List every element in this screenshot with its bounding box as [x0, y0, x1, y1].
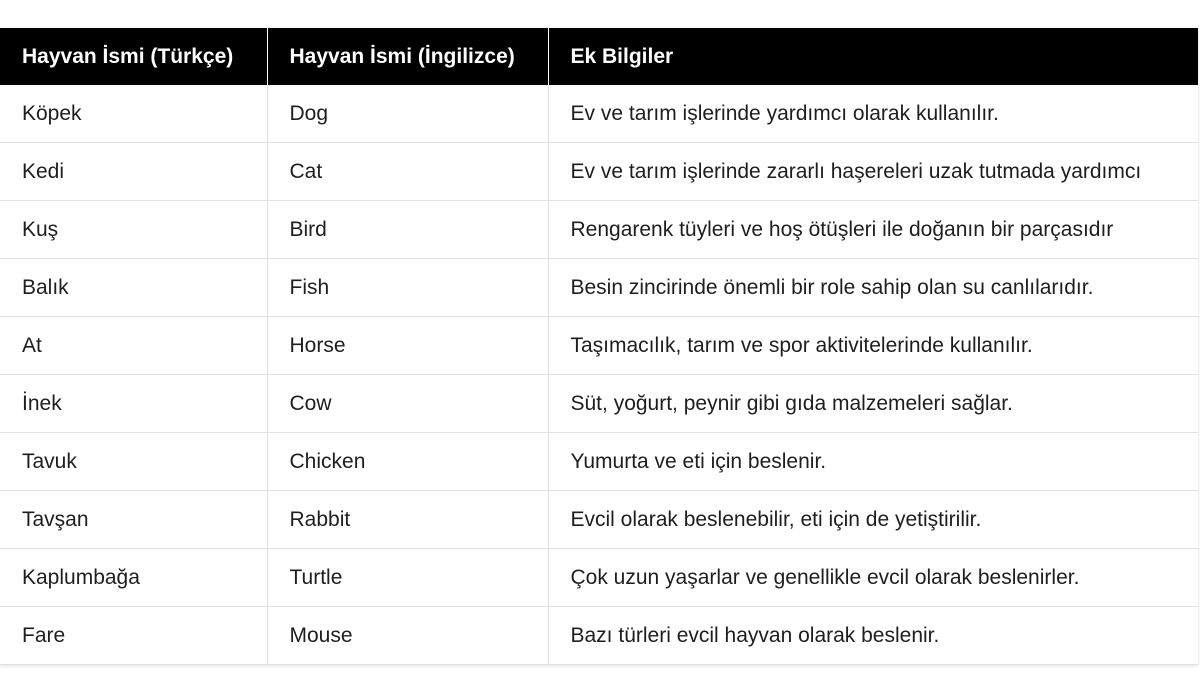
header-turkish-name: Hayvan İsmi (Türkçe) — [0, 28, 267, 85]
cell-turkish-name: Kuş — [0, 201, 267, 259]
cell-english-name: Mouse — [267, 607, 548, 665]
cell-english-name: Chicken — [267, 433, 548, 491]
cell-turkish-name: At — [0, 317, 267, 375]
table-header — [0, 28, 1198, 85]
cell-extra-info: Çok uzun yaşarlar ve genellikle evcil olarak beslenirler. — [548, 549, 1198, 607]
table-row — [0, 259, 1198, 317]
cell-extra-info: Ev ve tarım işlerinde yardımcı olarak kullanılır. — [548, 85, 1198, 143]
cell-turkish-name: İnek — [0, 375, 267, 433]
cell-turkish-name: Fare — [0, 607, 267, 665]
table-row — [0, 607, 1198, 665]
table-row — [0, 549, 1198, 607]
cell-english-name: Horse — [267, 317, 548, 375]
animal-table-container — [0, 28, 1198, 665]
cell-english-name: Cow — [267, 375, 548, 433]
cell-english-name: Rabbit — [267, 491, 548, 549]
cell-extra-info: Evcil olarak beslenebilir, eti için de yetiştirilir. — [548, 491, 1198, 549]
table-row — [0, 143, 1198, 201]
cell-english-name: Turtle — [267, 549, 548, 607]
cell-english-name: Cat — [267, 143, 548, 201]
table-row — [0, 433, 1198, 491]
table-row — [0, 491, 1198, 549]
cell-english-name: Fish — [267, 259, 548, 317]
table-body — [0, 85, 1198, 665]
cell-english-name: Bird — [267, 201, 548, 259]
cell-turkish-name: Kedi — [0, 143, 267, 201]
cell-english-name: Dog — [267, 85, 548, 143]
animal-names-table — [0, 28, 1198, 665]
table-row — [0, 375, 1198, 433]
table-row — [0, 85, 1198, 143]
cell-turkish-name: Köpek — [0, 85, 267, 143]
cell-turkish-name: Tavuk — [0, 433, 267, 491]
cell-extra-info: Süt, yoğurt, peynir gibi gıda malzemeleri sağlar. — [548, 375, 1198, 433]
cell-turkish-name: Balık — [0, 259, 267, 317]
cell-turkish-name: Tavşan — [0, 491, 267, 549]
cell-extra-info: Taşımacılık, tarım ve spor aktivitelerinde kullanılır. — [548, 317, 1198, 375]
cell-extra-info: Yumurta ve eti için beslenir. — [548, 433, 1198, 491]
header-row — [0, 28, 1198, 85]
header-extra-info: Ek Bilgiler — [548, 28, 1198, 85]
table-row — [0, 317, 1198, 375]
cell-extra-info: Rengarenk tüyleri ve hoş ötüşleri ile doğanın bir parçasıdır — [548, 201, 1198, 259]
cell-extra-info: Bazı türleri evcil hayvan olarak beslenir. — [548, 607, 1198, 665]
table-row — [0, 201, 1198, 259]
header-english-name: Hayvan İsmi (İngilizce) — [267, 28, 548, 85]
cell-extra-info: Besin zincirinde önemli bir role sahip olan su canlılarıdır. — [548, 259, 1198, 317]
cell-extra-info: Ev ve tarım işlerinde zararlı haşereleri uzak tutmada yardımcı — [548, 143, 1198, 201]
cell-turkish-name: Kaplumbağa — [0, 549, 267, 607]
